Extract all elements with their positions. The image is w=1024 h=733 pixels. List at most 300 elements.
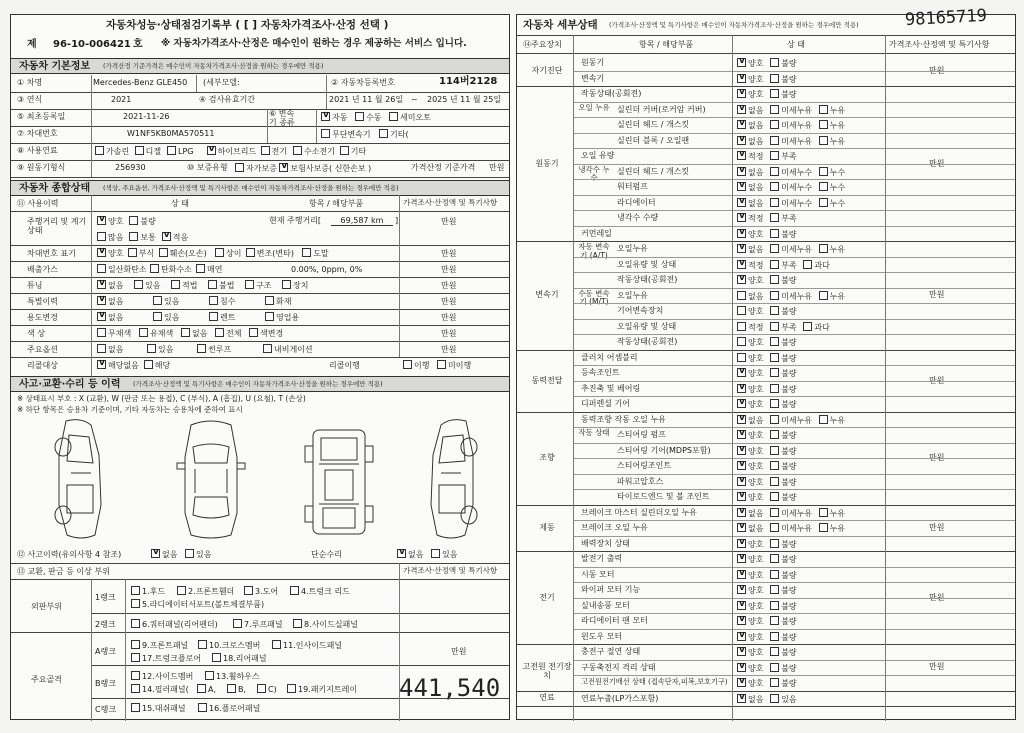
- checkbox[interactable]: [272, 640, 281, 649]
- rankA-item-2[interactable]: [272, 640, 342, 650]
- checkbox[interactable]: [131, 684, 140, 693]
- fuel-opt-4[interactable]: [261, 146, 287, 156]
- checkbox[interactable]: [770, 74, 779, 83]
- color-opt-3[interactable]: [215, 328, 241, 338]
- checkbox[interactable]: [245, 280, 254, 289]
- state-2-5-0[interactable]: [737, 322, 763, 332]
- state-2-0-1[interactable]: [770, 244, 812, 254]
- checkbox[interactable]: [737, 322, 746, 331]
- checkbox[interactable]: [737, 291, 746, 300]
- state-1-2-0[interactable]: [737, 120, 763, 130]
- checkbox[interactable]: [208, 280, 217, 289]
- checkbox[interactable]: [737, 430, 746, 439]
- state-4-2-0[interactable]: [737, 446, 763, 456]
- state-3-0-1[interactable]: [770, 353, 796, 363]
- checkbox[interactable]: [737, 616, 746, 625]
- state-2-2-0[interactable]: [737, 275, 763, 285]
- options-opt-1[interactable]: [147, 344, 173, 354]
- checkbox[interactable]: [97, 360, 106, 369]
- checkbox[interactable]: [737, 167, 746, 176]
- rank2-item-0[interactable]: [131, 619, 218, 629]
- state-2-3-1[interactable]: [770, 291, 812, 301]
- checkbox[interactable]: [97, 280, 106, 289]
- checkbox[interactable]: [737, 120, 746, 129]
- state-1-5-1[interactable]: [770, 167, 812, 177]
- checkbox[interactable]: [233, 619, 242, 628]
- checkbox[interactable]: [147, 344, 156, 353]
- checkbox[interactable]: [403, 360, 412, 369]
- checkbox[interactable]: [197, 684, 206, 693]
- checkbox[interactable]: [770, 616, 779, 625]
- checkbox[interactable]: [803, 260, 812, 269]
- checkbox[interactable]: [97, 296, 106, 305]
- checkbox[interactable]: [131, 671, 140, 680]
- recall-opt-0[interactable]: [97, 360, 139, 370]
- checkbox[interactable]: [770, 58, 779, 67]
- checkbox[interactable]: [150, 264, 159, 273]
- state-0-1-0[interactable]: [737, 74, 763, 84]
- vinplate-opt-3[interactable]: [215, 248, 241, 258]
- state-4-0-1[interactable]: [770, 415, 812, 425]
- checkbox[interactable]: [770, 647, 779, 656]
- checkbox[interactable]: [770, 461, 779, 470]
- state-1-2-2[interactable]: [819, 120, 845, 130]
- checkbox[interactable]: [819, 244, 828, 253]
- fuel-opt-3[interactable]: [207, 146, 257, 156]
- recall-done-opt-0[interactable]: [403, 360, 429, 370]
- checkbox[interactable]: [770, 182, 779, 191]
- checkbox[interactable]: [737, 446, 746, 455]
- state-4-4-1[interactable]: [770, 477, 796, 487]
- checkbox[interactable]: [97, 216, 106, 225]
- checkbox[interactable]: [131, 640, 140, 649]
- checkbox[interactable]: [181, 328, 190, 337]
- recall-opt-1[interactable]: [144, 360, 170, 370]
- state-7-1-1[interactable]: [770, 663, 796, 673]
- checkbox[interactable]: [770, 260, 779, 269]
- state-1-3-0[interactable]: [737, 136, 763, 146]
- checkbox[interactable]: [770, 213, 779, 222]
- fuel-opt-6[interactable]: [340, 146, 366, 156]
- checkbox[interactable]: [177, 586, 186, 595]
- warranty-opt-1[interactable]: [279, 163, 371, 173]
- state-3-2-0[interactable]: [737, 384, 763, 394]
- checkbox[interactable]: [819, 198, 828, 207]
- checkbox[interactable]: [151, 549, 160, 558]
- checkbox[interactable]: [770, 632, 779, 641]
- checkbox[interactable]: [819, 136, 828, 145]
- checkbox[interactable]: [197, 344, 206, 353]
- state-6-4-0[interactable]: [737, 616, 763, 626]
- checkbox[interactable]: [282, 280, 291, 289]
- recall-done-opt-1[interactable]: [437, 360, 471, 370]
- tuning-opt-2[interactable]: [171, 280, 197, 290]
- state-1-1-1[interactable]: [770, 105, 812, 115]
- state-2-2-1[interactable]: [770, 275, 796, 285]
- checkbox[interactable]: [139, 328, 148, 337]
- tuning-opt-0[interactable]: [97, 280, 123, 290]
- checkbox[interactable]: [437, 360, 446, 369]
- vinplate-opt-0[interactable]: [97, 248, 123, 258]
- state-2-3-0[interactable]: [737, 291, 763, 301]
- checkbox[interactable]: [770, 136, 779, 145]
- checkbox[interactable]: [321, 129, 330, 138]
- rank1-item-1[interactable]: [177, 586, 234, 596]
- rankB-item-0[interactable]: [131, 671, 193, 681]
- state-6-4-1[interactable]: [770, 616, 796, 626]
- checkbox[interactable]: [290, 586, 299, 595]
- checkbox[interactable]: [737, 570, 746, 579]
- state-7-0-1[interactable]: [770, 647, 796, 657]
- state-1-9-0[interactable]: [737, 229, 763, 239]
- rankB-item2-2[interactable]: [227, 684, 246, 694]
- state-7-0-0[interactable]: [737, 647, 763, 657]
- checkbox[interactable]: [159, 248, 168, 257]
- rank1-item-0[interactable]: [131, 586, 165, 596]
- checkbox[interactable]: [770, 151, 779, 160]
- checkbox[interactable]: [803, 322, 812, 331]
- state-3-0-0[interactable]: [737, 353, 763, 363]
- checkbox[interactable]: [737, 477, 746, 486]
- color-opt-4[interactable]: [249, 328, 283, 338]
- state-1-5-0[interactable]: [737, 167, 763, 177]
- special-opt-0[interactable]: [97, 296, 123, 306]
- vinplate-opt-1[interactable]: [128, 248, 154, 258]
- state-3-3-0[interactable]: [737, 399, 763, 409]
- checkbox[interactable]: [770, 322, 779, 331]
- color-opt-0[interactable]: [97, 328, 131, 338]
- checkbox[interactable]: [257, 684, 266, 693]
- special-opt-3[interactable]: [265, 296, 291, 306]
- checkbox[interactable]: [737, 647, 746, 656]
- rankA-item2-0[interactable]: [131, 653, 201, 663]
- rankA-item-1[interactable]: [198, 640, 260, 650]
- simple-repair-opt-0[interactable]: [397, 549, 423, 559]
- trans-opt2-1[interactable]: [379, 129, 409, 139]
- state-5-2-1[interactable]: [770, 539, 796, 549]
- usage-opt-2[interactable]: [209, 312, 235, 322]
- state-2-4-1[interactable]: [770, 306, 796, 316]
- checkbox[interactable]: [212, 653, 221, 662]
- color-opt-2[interactable]: [181, 328, 207, 338]
- checkbox[interactable]: [770, 275, 779, 284]
- rankB-item2-0[interactable]: [131, 684, 189, 694]
- checkbox[interactable]: [293, 146, 302, 155]
- checkbox[interactable]: [737, 415, 746, 424]
- checkbox[interactable]: [737, 368, 746, 377]
- state-2-1-1[interactable]: [770, 260, 796, 270]
- state-1-7-2[interactable]: [819, 198, 845, 208]
- checkbox[interactable]: [431, 549, 440, 558]
- checkbox[interactable]: [737, 353, 746, 362]
- state-5-0-1[interactable]: [770, 508, 812, 518]
- tuning-opt-5[interactable]: [282, 280, 308, 290]
- state-1-7-0[interactable]: [737, 198, 763, 208]
- state-4-2-1[interactable]: [770, 446, 796, 456]
- state-1-6-2[interactable]: [819, 182, 845, 192]
- tuning-opt-4[interactable]: [245, 280, 271, 290]
- checkbox[interactable]: [770, 306, 779, 315]
- checkbox[interactable]: [129, 232, 138, 241]
- checkbox[interactable]: [293, 619, 302, 628]
- checkbox[interactable]: [287, 684, 296, 693]
- state-1-1-0[interactable]: [737, 105, 763, 115]
- state-0-0-1[interactable]: [770, 58, 796, 68]
- checkbox[interactable]: [819, 120, 828, 129]
- mileage-level-1[interactable]: [129, 232, 155, 242]
- state-5-0-2[interactable]: [819, 508, 845, 518]
- fuel-opt-2[interactable]: [167, 146, 193, 156]
- checkbox[interactable]: [770, 430, 779, 439]
- checkbox[interactable]: [215, 248, 224, 257]
- state-2-3-2[interactable]: [819, 291, 845, 301]
- checkbox[interactable]: [153, 312, 162, 321]
- checkbox[interactable]: [770, 477, 779, 486]
- checkbox[interactable]: [379, 129, 388, 138]
- checkbox[interactable]: [737, 198, 746, 207]
- checkbox[interactable]: [737, 399, 746, 408]
- checkbox[interactable]: [770, 167, 779, 176]
- checkbox[interactable]: [770, 570, 779, 579]
- checkbox[interactable]: [770, 244, 779, 253]
- state-6-2-1[interactable]: [770, 585, 796, 595]
- mileage-level-2[interactable]: [162, 232, 188, 242]
- checkbox[interactable]: [265, 312, 274, 321]
- checkbox[interactable]: [171, 280, 180, 289]
- state-1-3-2[interactable]: [819, 136, 845, 146]
- checkbox[interactable]: [770, 120, 779, 129]
- rankB-item2-4[interactable]: [287, 684, 357, 694]
- checkbox[interactable]: [737, 151, 746, 160]
- checkbox[interactable]: [737, 306, 746, 315]
- rankB-item2-3[interactable]: [257, 684, 277, 694]
- rankA-item-0[interactable]: [131, 640, 188, 650]
- tuning-opt-3[interactable]: [208, 280, 234, 290]
- state-6-3-1[interactable]: [770, 601, 796, 611]
- checkbox[interactable]: [770, 368, 779, 377]
- checkbox[interactable]: [770, 601, 779, 610]
- state-4-1-0[interactable]: [737, 430, 763, 440]
- checkbox[interactable]: [246, 248, 255, 257]
- checkbox[interactable]: [389, 112, 398, 121]
- vinplate-opt-5[interactable]: [302, 248, 328, 258]
- state-7-1-0[interactable]: [737, 663, 763, 673]
- trans-opt-1[interactable]: [355, 112, 381, 122]
- checkbox[interactable]: [209, 296, 218, 305]
- trans-opt-2[interactable]: [389, 112, 431, 122]
- rankC-item-1[interactable]: [198, 703, 260, 713]
- checkbox[interactable]: [737, 260, 746, 269]
- state-6-1-0[interactable]: [737, 570, 763, 580]
- checkbox[interactable]: [737, 694, 746, 703]
- checkbox[interactable]: [153, 296, 162, 305]
- fuel-opt-5[interactable]: [293, 146, 335, 156]
- state-2-6-0[interactable]: [737, 337, 763, 347]
- warranty-opt-0[interactable]: [235, 163, 277, 173]
- rankA-item2-1[interactable]: [212, 653, 267, 663]
- checkbox[interactable]: [770, 415, 779, 424]
- state-1-4-1[interactable]: [770, 151, 796, 161]
- rank1-item2-0[interactable]: [131, 599, 264, 609]
- checkbox[interactable]: [128, 248, 137, 257]
- checkbox[interactable]: [131, 599, 140, 608]
- state-1-7-1[interactable]: [770, 198, 812, 208]
- accident-history-opt-1[interactable]: [185, 549, 211, 559]
- checkbox[interactable]: [131, 703, 140, 712]
- checkbox[interactable]: [770, 492, 779, 501]
- checkbox[interactable]: [737, 632, 746, 641]
- state-2-5-2[interactable]: [803, 322, 829, 332]
- checkbox[interactable]: [770, 384, 779, 393]
- checkbox[interactable]: [737, 508, 746, 517]
- checkbox[interactable]: [770, 678, 779, 687]
- special-opt-2[interactable]: [209, 296, 235, 306]
- options-opt-3[interactable]: [263, 344, 313, 354]
- trans-opt-0[interactable]: [321, 112, 347, 122]
- state-4-3-0[interactable]: [737, 461, 763, 471]
- checkbox[interactable]: [770, 89, 779, 98]
- rankB-item2-1[interactable]: [197, 684, 216, 694]
- state-2-1-2[interactable]: [803, 260, 829, 270]
- checkbox[interactable]: [397, 549, 406, 558]
- state-4-3-1[interactable]: [770, 461, 796, 471]
- vinplate-opt-2[interactable]: [159, 248, 207, 258]
- checkbox[interactable]: [167, 146, 176, 155]
- state-5-1-1[interactable]: [770, 523, 812, 533]
- checkbox[interactable]: [134, 280, 143, 289]
- checkbox[interactable]: [737, 601, 746, 610]
- checkbox[interactable]: [737, 58, 746, 67]
- state-1-6-0[interactable]: [737, 182, 763, 192]
- checkbox[interactable]: [205, 671, 214, 680]
- checkbox[interactable]: [737, 275, 746, 284]
- checkbox[interactable]: [97, 248, 106, 257]
- state-4-5-0[interactable]: [737, 492, 763, 502]
- options-opt-0[interactable]: [97, 344, 123, 354]
- checkbox[interactable]: [770, 291, 779, 300]
- rankC-item-0[interactable]: [131, 703, 186, 713]
- checkbox[interactable]: [355, 112, 364, 121]
- rank1-item-3[interactable]: [290, 586, 350, 596]
- checkbox[interactable]: [321, 112, 330, 121]
- checkbox[interactable]: [340, 146, 349, 155]
- state-4-5-1[interactable]: [770, 492, 796, 502]
- checkbox[interactable]: [819, 182, 828, 191]
- checkbox[interactable]: [737, 213, 746, 222]
- checkbox[interactable]: [819, 291, 828, 300]
- checkbox[interactable]: [770, 585, 779, 594]
- state-5-0-0[interactable]: [737, 508, 763, 518]
- checkbox[interactable]: [737, 663, 746, 672]
- emission-opt-2[interactable]: [196, 264, 222, 274]
- checkbox[interactable]: [737, 244, 746, 253]
- state-5-1-2[interactable]: [819, 523, 845, 533]
- checkbox[interactable]: [737, 182, 746, 191]
- checkbox[interactable]: [819, 415, 828, 424]
- checkbox[interactable]: [97, 232, 106, 241]
- state-0-0-0[interactable]: [737, 58, 763, 68]
- checkbox[interactable]: [135, 146, 144, 155]
- state-4-0-2[interactable]: [819, 415, 845, 425]
- checkbox[interactable]: [129, 216, 138, 225]
- checkbox[interactable]: [819, 508, 828, 517]
- checkbox[interactable]: [770, 337, 779, 346]
- checkbox[interactable]: [196, 264, 205, 273]
- state-5-2-0[interactable]: [737, 539, 763, 549]
- state-1-3-1[interactable]: [770, 136, 812, 146]
- mileage-level-0[interactable]: [97, 232, 123, 242]
- fuel-opt-0[interactable]: [95, 146, 129, 156]
- vinplate-opt-4[interactable]: [246, 248, 294, 258]
- checkbox[interactable]: [97, 344, 106, 353]
- checkbox[interactable]: [737, 105, 746, 114]
- checkbox[interactable]: [97, 312, 106, 321]
- checkbox[interactable]: [162, 232, 171, 241]
- state-2-5-1[interactable]: [770, 322, 796, 332]
- checkbox[interactable]: [770, 523, 779, 532]
- simple-repair-opt-1[interactable]: [431, 549, 457, 559]
- state-1-2-1[interactable]: [770, 120, 812, 130]
- mileage-state-0[interactable]: [97, 216, 123, 226]
- checkbox[interactable]: [770, 105, 779, 114]
- checkbox[interactable]: [302, 248, 311, 257]
- tuning-opt-1[interactable]: [134, 280, 160, 290]
- state-6-0-1[interactable]: [770, 554, 796, 564]
- emission-opt-0[interactable]: [97, 264, 147, 274]
- checkbox[interactable]: [770, 554, 779, 563]
- state-3-1-0[interactable]: [737, 368, 763, 378]
- rank2-item-2[interactable]: [293, 619, 358, 629]
- state-6-3-0[interactable]: [737, 601, 763, 611]
- checkbox[interactable]: [770, 446, 779, 455]
- special-opt-1[interactable]: [153, 296, 179, 306]
- state-8-0-0[interactable]: [737, 694, 763, 704]
- checkbox[interactable]: [770, 229, 779, 238]
- checkbox[interactable]: [737, 337, 746, 346]
- checkbox[interactable]: [819, 523, 828, 532]
- checkbox[interactable]: [737, 678, 746, 687]
- checkbox[interactable]: [770, 399, 779, 408]
- state-1-0-1[interactable]: [770, 89, 796, 99]
- mileage-state-1[interactable]: [129, 216, 155, 226]
- state-2-6-1[interactable]: [770, 337, 796, 347]
- usage-opt-0[interactable]: [97, 312, 123, 322]
- state-8-0-1[interactable]: [770, 694, 796, 704]
- state-1-5-2[interactable]: [819, 167, 845, 177]
- state-3-2-1[interactable]: [770, 384, 796, 394]
- checkbox[interactable]: [227, 684, 236, 693]
- state-6-5-0[interactable]: [737, 632, 763, 642]
- checkbox[interactable]: [97, 328, 106, 337]
- checkbox[interactable]: [97, 264, 106, 273]
- checkbox[interactable]: [207, 146, 216, 155]
- color-opt-1[interactable]: [139, 328, 173, 338]
- state-1-8-0[interactable]: [737, 213, 763, 223]
- rank2-item-1[interactable]: [233, 619, 283, 629]
- state-6-5-1[interactable]: [770, 632, 796, 642]
- checkbox[interactable]: [737, 554, 746, 563]
- checkbox[interactable]: [770, 694, 779, 703]
- checkbox[interactable]: [261, 146, 270, 155]
- emission-opt-1[interactable]: [150, 264, 192, 274]
- checkbox[interactable]: [198, 640, 207, 649]
- checkbox[interactable]: [131, 619, 140, 628]
- checkbox[interactable]: [95, 146, 104, 155]
- usage-opt-3[interactable]: [265, 312, 299, 322]
- state-6-0-0[interactable]: [737, 554, 763, 564]
- checkbox[interactable]: [235, 163, 244, 172]
- checkbox[interactable]: [737, 492, 746, 501]
